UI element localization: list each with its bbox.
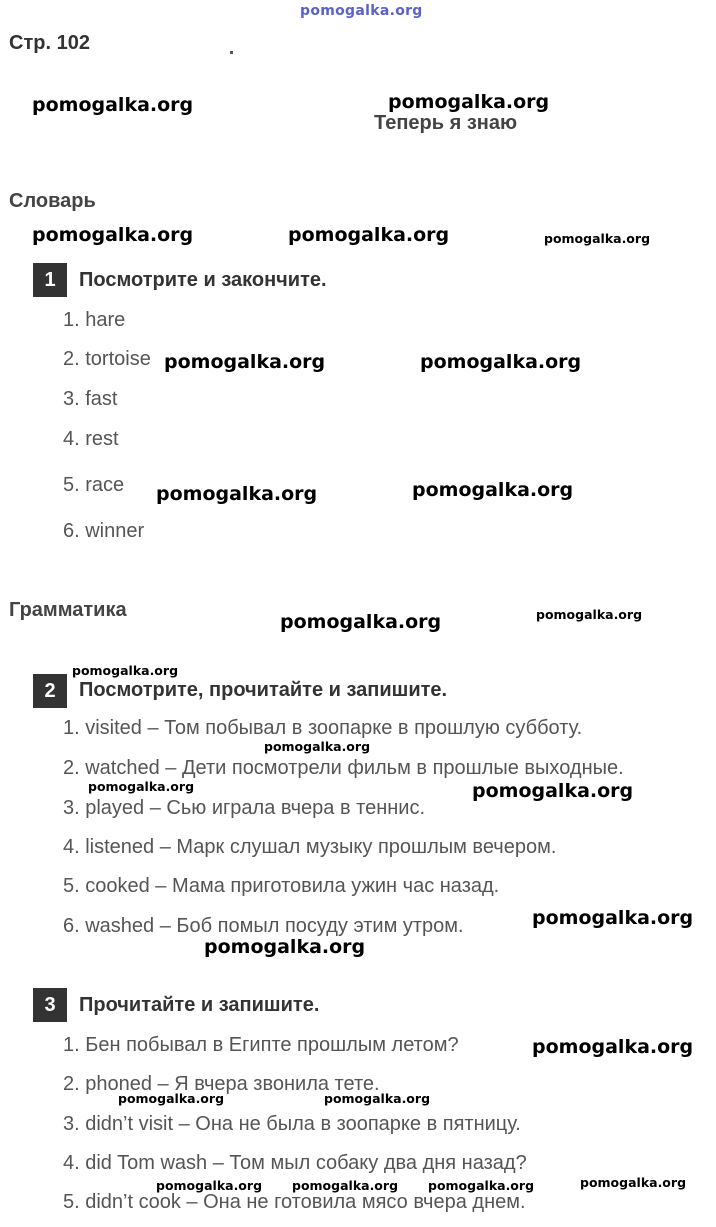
list-item: 3. played – Сью играла вчера в теннис. (63, 797, 426, 819)
watermark-top: pomogalka.org (300, 3, 423, 19)
task-number-badge: 1 (33, 263, 67, 297)
watermark: pomogalka.org (72, 663, 179, 678)
list-item: 4. listened – Марк слушал музыку прошлым вечером. (63, 836, 557, 858)
section-title-grammar: Грамматика (9, 599, 127, 621)
watermark: pomogalka.org (288, 224, 450, 246)
watermark: pomogalka.org (118, 1091, 225, 1106)
task-number-badge: 2 (33, 674, 67, 708)
watermark: pomogalka.org (388, 91, 550, 113)
page-subtitle: Теперь я знаю (374, 112, 518, 134)
list-item: 1. visited – Том побывал в зоопарке в прошлую субботу. (63, 717, 583, 739)
list-item: 2. watched – Дети посмотрели фильм в прошлые выходные. (63, 757, 624, 779)
watermark: pomogalka.org (324, 1091, 431, 1106)
watermark: pomogalka.org (32, 94, 194, 116)
list-item: 5. cooked – Мама приготовила ужин час назад. (63, 875, 500, 897)
watermark: pomogalka.org (536, 607, 643, 622)
task-title: Посмотрите и закончите. (79, 269, 327, 291)
watermark: pomogalka.org (164, 351, 326, 373)
list-item: 1. Бен побывал в Египте прошлым летом? (63, 1034, 459, 1056)
watermark: pomogalka.org (264, 739, 371, 754)
list-item: 4. did Tom wash – Том мыл собаку два дня назад? (63, 1152, 527, 1174)
page-number: Стр. 102 (9, 32, 90, 54)
list-item: 4. rest (63, 428, 119, 450)
task-number-badge: 3 (33, 988, 67, 1022)
list-item: 6. washed – Боб помыл посуду этим утром. (63, 915, 464, 937)
watermark: pomogalka.org (544, 231, 651, 246)
watermark: pomogalka.org (472, 780, 634, 802)
list-item: 6. winner (63, 520, 145, 542)
decorative-dot (230, 51, 233, 54)
watermark: pomogalka.org (292, 1178, 399, 1193)
list-item: 3. didn’t visit – Она не была в зоопарке в пятницу. (63, 1113, 521, 1135)
watermark: pomogalka.org (88, 779, 195, 794)
task-title: Прочитайте и запишите. (79, 994, 320, 1016)
list-item: 5. didn’t cook – Она не готовила мясо вчера днем. (63, 1191, 526, 1213)
list-item: 3. fast (63, 388, 118, 410)
watermark: pomogalka.org (532, 907, 694, 929)
list-item: 2. tortoise (63, 348, 151, 370)
watermark: pomogalka.org (32, 224, 194, 246)
list-item: 1. hare (63, 309, 126, 331)
watermark: pomogalka.org (204, 936, 366, 958)
watermark: pomogalka.org (156, 1178, 263, 1193)
watermark: pomogalka.org (428, 1178, 535, 1193)
watermark: pomogalka.org (532, 1036, 694, 1058)
watermark: pomogalka.org (420, 351, 582, 373)
watermark: pomogalka.org (580, 1175, 687, 1190)
watermark: pomogalka.org (156, 483, 318, 505)
watermark: pomogalka.org (280, 611, 442, 633)
section-title-vocabulary: Словарь (9, 190, 96, 212)
watermark: pomogalka.org (412, 479, 574, 501)
list-item: 2. phoned – Я вчера звонила тете. (63, 1073, 380, 1095)
list-item: 5. race (63, 474, 125, 496)
task-title: Посмотрите, прочитайте и запишите. (79, 679, 448, 701)
